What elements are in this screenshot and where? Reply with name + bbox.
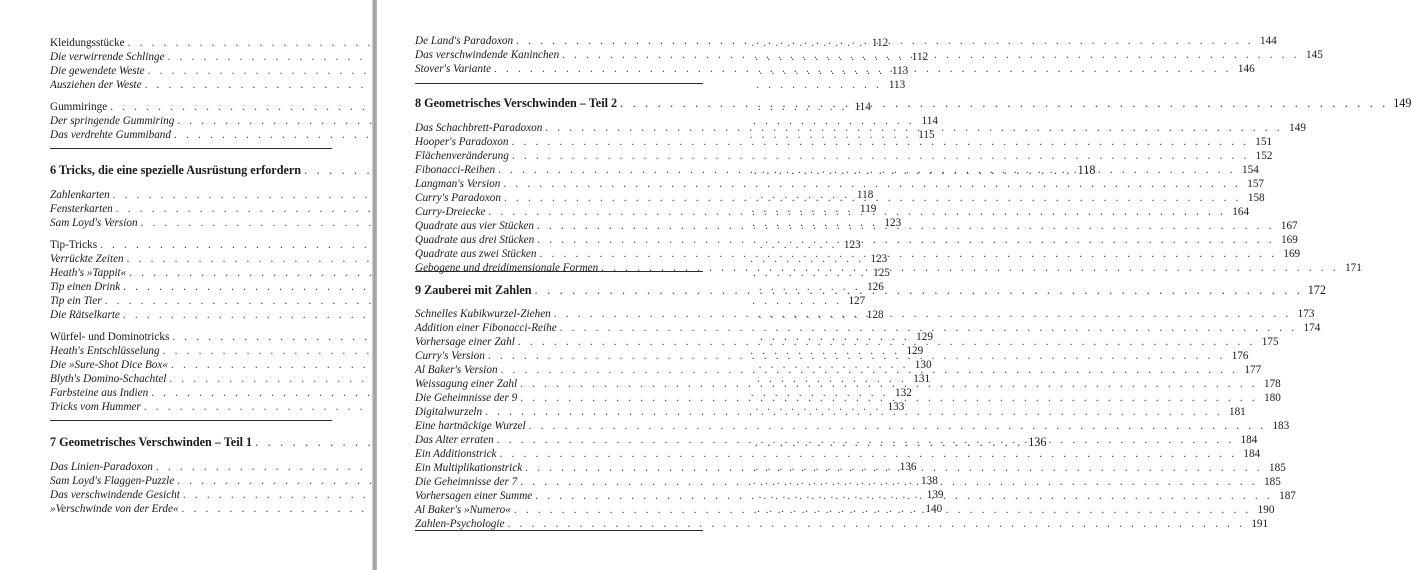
toc-entry-title: Schnelles Kubikwurzel-Ziehen [415, 308, 551, 320]
toc-page-number: 126 [867, 281, 884, 293]
dot-leader [537, 233, 1275, 247]
toc-page-number: 115 [918, 129, 935, 141]
toc-page-number: 154 [1242, 164, 1259, 176]
toc-entry-title: Vorhersagen einer Summe [415, 490, 533, 502]
toc-entry-title: Fibonacci-Reihen [415, 164, 496, 176]
dot-leader [514, 503, 1252, 517]
toc-page-number: 184 [1243, 448, 1261, 460]
toc-entry-title: De Land's Paradoxon [415, 35, 514, 47]
toc-page-number: 181 [1228, 406, 1246, 418]
toc-page-number: 128 [866, 309, 884, 321]
dot-leader [535, 283, 1303, 297]
toc-entry-title: Fensterkarten [50, 203, 113, 215]
toc-entry-title: Curry's Paradoxon [415, 192, 501, 204]
toc-page-number: 140 [925, 503, 943, 515]
toc-entry-title: Das verschwindende Gesicht [50, 489, 180, 501]
toc-entry-title: Ein Multiplikationstrick [415, 462, 523, 474]
section-divider [50, 420, 332, 421]
toc-entry-title: Tricks vom Hummer [50, 401, 141, 413]
toc-page-number: 158 [1247, 192, 1265, 204]
dot-leader [507, 517, 1245, 531]
toc-page-number: 133 [887, 401, 905, 413]
toc-page-number: 152 [1255, 150, 1273, 162]
dot-leader [503, 177, 1241, 191]
toc-page-number: 149 [1289, 122, 1306, 134]
toc-entry-title: Das verdrehte Gummiband [50, 129, 171, 141]
toc-entry-title: Der springende Gummiring [50, 115, 175, 127]
toc-page-number: 118 [1077, 163, 1096, 177]
toc-page-number: 173 [1297, 308, 1315, 320]
dot-leader [494, 62, 1232, 76]
toc-page-number: 123 [870, 253, 888, 265]
toc-entry-title: Das Schachbrett-Paradoxon [415, 122, 543, 134]
toc-entry-title: Verrückte Zeiten [50, 253, 124, 265]
toc-entry-title: Würfel- und Dominotricks [50, 331, 170, 343]
toc-entry [50, 294, 866, 308]
toc-page-number: 123 [884, 217, 902, 229]
toc-page-number: 129 [916, 331, 933, 343]
toc-entry-title: Langman's Version [415, 178, 501, 190]
toc-entry-title: Quadrate aus drei Stücken [415, 234, 535, 246]
toc-entry-title: Das Alter erraten [415, 434, 494, 446]
dot-leader [535, 489, 1273, 503]
toc-page-number: 130 [914, 359, 932, 371]
dot-leader [525, 461, 1263, 475]
dot-leader [554, 307, 1292, 321]
dot-leader [504, 191, 1242, 205]
toc-entry-title: Quadrate aus vier Stücken [415, 220, 534, 232]
toc-entry-title: Addition einer Fibonacci-Reihe [415, 322, 557, 334]
toc-entry-title: Das verschwindende Kaninchen [415, 49, 560, 61]
toc-page-number: 185 [1264, 476, 1281, 488]
toc-page-number: 178 [1263, 378, 1281, 390]
toc-entry [415, 447, 1261, 461]
dot-leader [540, 247, 1278, 261]
toc-entry-title: Farbsteine aus Indien [50, 387, 149, 399]
toc-entry-title: Eine hartnäckige Wurzel [415, 420, 526, 432]
toc-entry-title: Die Geheimnisse der 7 [415, 476, 518, 488]
toc-entry [415, 419, 1290, 433]
toc-entry [415, 149, 1273, 163]
toc-entry [50, 78, 906, 92]
dot-leader [485, 405, 1223, 419]
toc-entry-title: Gebogene und dreidimensionale Formen [415, 262, 599, 274]
toc-entry-title: 6 Tricks, die eine spezielle Ausrüstung erfordern [50, 163, 302, 177]
toc-entry-title: Hooper's Paradoxon [415, 136, 509, 148]
toc-page-number: 174 [1303, 322, 1321, 334]
toc-entry-title: Vorhersage einer Zahl [415, 336, 515, 348]
section-divider [415, 271, 703, 272]
toc-entry-title: Flächenveränderung [415, 150, 509, 162]
toc-page-number: 177 [1244, 364, 1262, 376]
dot-leader [511, 135, 1249, 149]
toc-entry-title: Die »Sure-Shot Dice Box« [50, 359, 168, 371]
dot-leader [560, 321, 1298, 335]
section-divider [415, 530, 703, 531]
toc-entry-title: »Verschwinde von der Erde« [50, 503, 179, 515]
toc-page-number: 149 [1393, 96, 1411, 110]
toc-entry-title: Heath's »Tappit« [50, 267, 127, 279]
toc-page-number: 184 [1240, 434, 1258, 446]
toc-entry-title: 9 Zauberei mit Zahlen [415, 283, 532, 297]
toc-entry-title: Die Rätselkarte [50, 309, 120, 321]
toc-entry [415, 177, 1264, 191]
toc-page-number: 112 [911, 51, 929, 63]
toc-entry-title: Ausziehen der Weste [50, 79, 142, 91]
toc-page-number: 114 [854, 101, 871, 113]
toc-entry-title: Die Geheimnisse der 9 [415, 392, 518, 404]
dot-leader [516, 34, 1254, 48]
dot-leader [620, 96, 1388, 110]
toc-entry-title: Curry's Version [415, 350, 485, 362]
toc-entry-title: Digitalwurzeln [415, 406, 483, 418]
dot-leader [500, 447, 1238, 461]
toc-page-number: 180 [1264, 392, 1281, 404]
dot-leader [520, 377, 1258, 391]
dot-leader [520, 391, 1258, 405]
toc-entry-title: Quadrate aus zwei Stücken [415, 248, 537, 260]
toc-page-number: 187 [1279, 490, 1296, 502]
dot-leader [498, 163, 1236, 177]
toc-page-number: 175 [1261, 336, 1279, 348]
toc-entry [415, 517, 1269, 531]
toc-page-number: 191 [1251, 518, 1269, 530]
toc-entry-title: Die verwirrende Schlinge [50, 51, 165, 63]
dot-leader [562, 48, 1300, 62]
toc-page-number: 132 [895, 387, 912, 399]
toc-page-number: 118 [856, 189, 874, 201]
toc-page-number: 114 [921, 115, 938, 127]
toc-page-number: 112 [871, 37, 889, 49]
toc-page-number: 157 [1247, 178, 1264, 190]
dot-leader [529, 419, 1267, 433]
toc-entry-title: Zahlen-Psychologie [415, 518, 505, 530]
toc-page-number: 169 [1283, 248, 1301, 260]
toc-entry-title: Zahlenkarten [50, 189, 110, 201]
toc-page-number: 123 [843, 239, 861, 251]
dot-leader [518, 335, 1256, 349]
toc-page-number: 145 [1306, 49, 1323, 61]
toc-page-number: 172 [1307, 283, 1326, 297]
toc-page-number: 125 [873, 267, 890, 279]
toc-entry-title: Kleidungsstücke [50, 37, 125, 49]
toc-page-number: 151 [1255, 136, 1273, 148]
toc-page-number: 185 [1269, 462, 1286, 474]
toc-entry-title: Tip einen Drink [50, 281, 121, 293]
toc-page-number: 136 [899, 461, 917, 473]
toc-entry-title: Stover's Variante [415, 63, 492, 75]
toc-entry-title: Sam Loyd's Version [50, 217, 138, 229]
toc-page-number: 169 [1281, 234, 1298, 246]
toc-page-number: 119 [860, 203, 877, 215]
toc-entry-title: Ein Additionstrick [415, 448, 497, 460]
toc-page-number: 176 [1231, 350, 1249, 362]
toc-page-number: 139 [926, 489, 944, 501]
toc-entry-title: Sam Loyd's Flaggen-Puzzle [50, 475, 175, 487]
dot-leader [501, 363, 1239, 377]
toc-page-number: 127 [848, 295, 866, 307]
toc-page-number: 146 [1237, 63, 1255, 75]
dot-leader [520, 475, 1258, 489]
dot-leader [601, 261, 1339, 275]
toc-entry-title: 8 Geometrisches Verschwinden – Teil 2 [415, 96, 618, 110]
dot-leader [488, 349, 1226, 363]
toc-page-number: 171 [1345, 262, 1362, 274]
dot-leader [537, 219, 1275, 233]
toc-entry-title: Al Baker's Version [415, 364, 498, 376]
toc-entry-title: Weissagung einer Zahl [415, 378, 518, 390]
toc-page-number: 190 [1257, 504, 1275, 516]
section-divider [50, 148, 332, 149]
toc-entry-title: Tip ein Tier [50, 295, 102, 307]
toc-page-number: 167 [1280, 220, 1298, 232]
toc-entry-title: Tip-Tricks [50, 239, 98, 251]
toc-entry-title: Curry-Dreiecke [415, 206, 486, 218]
section-divider [415, 83, 703, 84]
toc-page-number: 144 [1259, 35, 1277, 47]
dot-leader [497, 433, 1235, 447]
toc-page-number: 131 [913, 373, 931, 385]
dot-leader [545, 121, 1283, 135]
toc-page-number: 164 [1232, 206, 1250, 218]
toc-entry-title: Gummiringe [50, 101, 108, 113]
toc-page-number: 183 [1272, 420, 1290, 432]
toc-page-number: 113 [888, 79, 906, 91]
dot-leader [488, 205, 1226, 219]
toc-entry-title: Die gewendete Weste [50, 65, 145, 77]
toc-entry-title: 7 Geometrisches Verschwinden – Teil 1 [50, 435, 253, 449]
toc-entry-title: Blyth's Domino-Schachtel [50, 373, 167, 385]
toc-page-number: 136 [1028, 435, 1047, 449]
toc-page-number: 138 [921, 475, 938, 487]
toc-entry [415, 321, 1321, 335]
toc-page-number: 113 [891, 65, 909, 77]
toc-entry-title: Heath's Entschlüsselung [50, 345, 160, 357]
toc-page-number: 129 [906, 345, 924, 357]
toc-entry-title: Al Baker's »Numero« [415, 504, 511, 516]
toc-entry-title: Das Linien-Paradoxon [50, 461, 153, 473]
dot-leader [512, 149, 1250, 163]
